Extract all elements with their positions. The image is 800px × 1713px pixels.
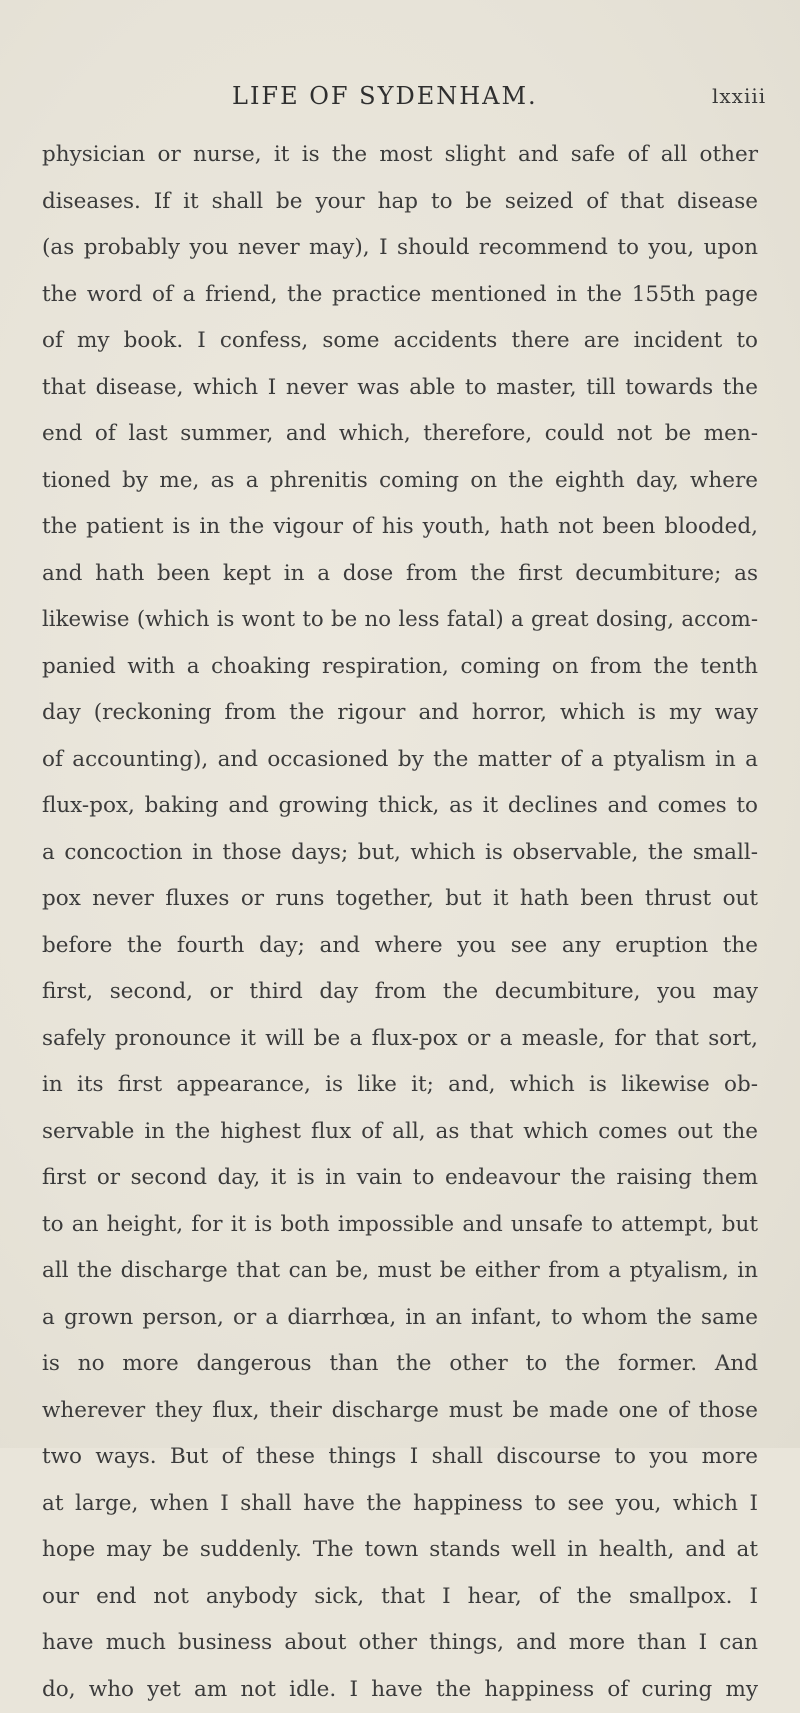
text-line: panied with a choaking respiration, coming on from the tenth	[42, 644, 758, 691]
text-line: physician or nurse, it is the most slight and safe of all other	[42, 132, 758, 179]
text-line: is no more dangerous than the other to the former. And	[42, 1341, 758, 1388]
text-line: do, who yet am not idle. I have the happiness of curing my	[42, 1667, 758, 1713]
running-head: LIFE OF SYDENHAM.	[232, 82, 538, 110]
text-line: servable in the highest flux of all, as that which comes out the	[42, 1109, 758, 1156]
text-line: to an height, for it is both impossible and unsafe to attempt, but	[42, 1202, 758, 1249]
text-line: pox never fluxes or runs together, but it hath been thrust out	[42, 876, 758, 923]
page-header	[0, 82, 800, 122]
text-line: safely pronounce it will be a flux-pox or a measle, for that sort,	[42, 1016, 758, 1063]
text-line: the patient is in the vigour of his youth, hath not been blooded,	[42, 504, 758, 551]
text-line: and hath been kept in a dose from the first decumbiture; as	[42, 551, 758, 598]
text-line: that disease, which I never was able to master, till towards the	[42, 365, 758, 412]
text-line: the word of a friend, the practice mentioned in the 155th page	[42, 272, 758, 319]
body-text	[42, 132, 758, 1713]
text-line: of my book. I confess, some accidents there are incident to	[42, 318, 758, 365]
text-line: wherever they flux, their discharge must be made one of those	[42, 1388, 758, 1435]
text-line: a concoction in those days; but, which is observable, the small-	[42, 830, 758, 877]
text-line: (as probably you never may), I should recommend to you, upon	[42, 225, 758, 272]
text-line: have much business about other things, and more than I can	[42, 1620, 758, 1667]
text-line: flux-pox, baking and growing thick, as it declines and comes to	[42, 783, 758, 830]
text-line: a grown person, or a diarrhœa, in an infant, to whom the same	[42, 1295, 758, 1342]
text-line: at large, when I shall have the happiness to see you, which I	[42, 1481, 758, 1528]
text-line: in its first appearance, is like it; and, which is likewise ob-	[42, 1062, 758, 1109]
text-line: likewise (which is wont to be no less fatal) a great dosing, accom-	[42, 597, 758, 644]
text-line: diseases. If it shall be your hap to be seized of that disease	[42, 179, 758, 226]
text-line: our end not anybody sick, that I hear, of the smallpox. I	[42, 1574, 758, 1621]
text-line: of accounting), and occasioned by the matter of a ptyalism in a	[42, 737, 758, 784]
text-line: first, second, or third day from the decumbiture, you may	[42, 969, 758, 1016]
text-line: end of last summer, and which, therefore, could not be men-	[42, 411, 758, 458]
text-line: all the discharge that can be, must be either from a ptyalism, in	[42, 1248, 758, 1295]
page-number: lxxiii	[712, 84, 766, 108]
text-line: tioned by me, as a phrenitis coming on the eighth day, where	[42, 458, 758, 505]
text-line: day (reckoning from the rigour and horror, which is my way	[42, 690, 758, 737]
text-line: hope may be suddenly. The town stands well in health, and at	[42, 1527, 758, 1574]
text-line: first or second day, it is in vain to endeavour the raising them	[42, 1155, 758, 1202]
text-line: before the fourth day; and where you see any eruption the	[42, 923, 758, 970]
text-line: two ways. But of these things I shall discourse to you more	[42, 1434, 758, 1481]
